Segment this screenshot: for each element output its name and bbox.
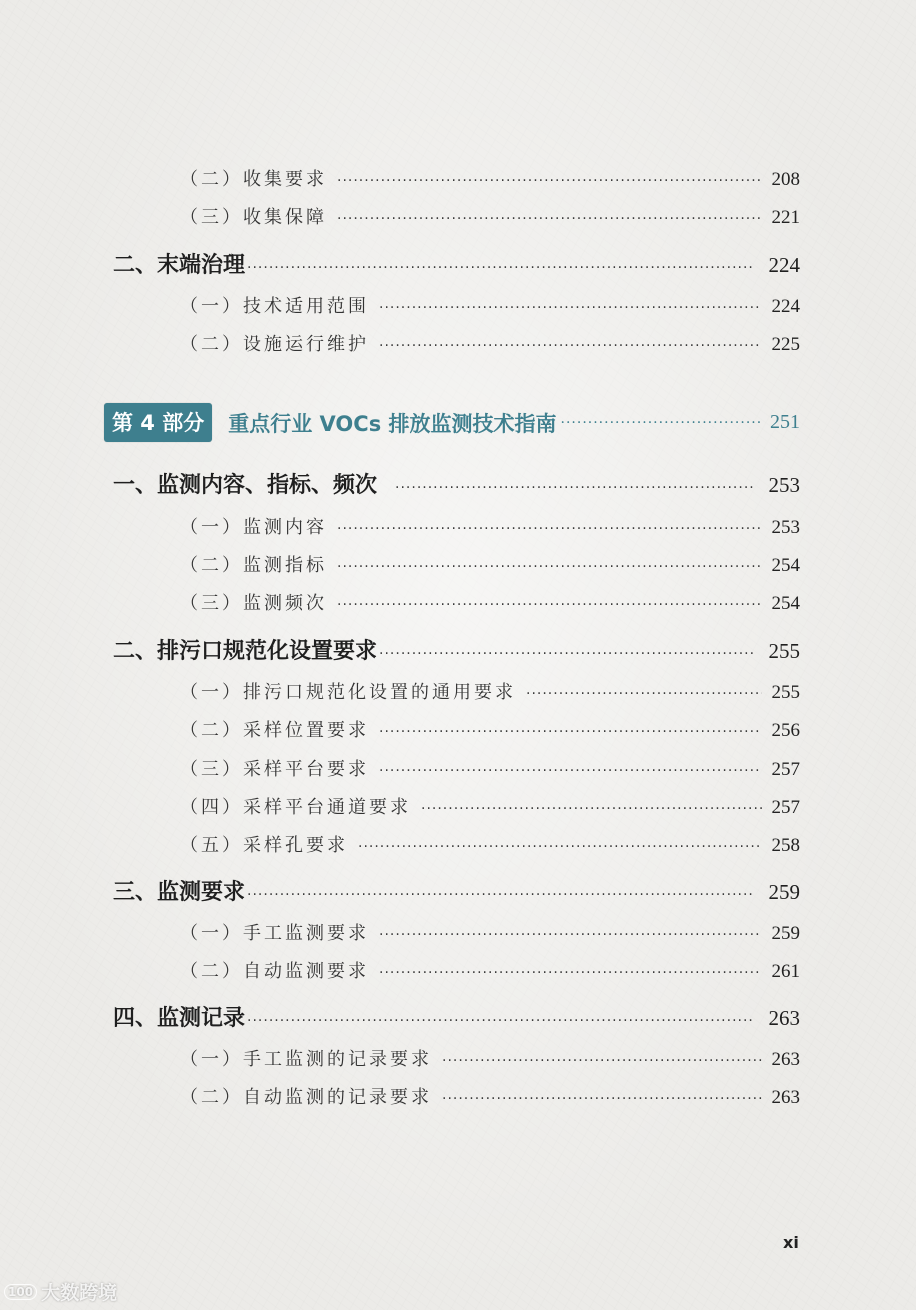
part-title: 重点行业 VOCs 排放监测技术指南 [228,411,557,436]
toc-entry-label: （二）自动监测的记录要求 [180,1087,432,1108]
page-number: xi [783,1233,799,1252]
toc-entry-label: （一）手工监测要求 [180,923,369,944]
dot-leader [442,1091,762,1107]
toc-entry-page: 258 [771,835,800,856]
toc-entry-page: 263 [771,1049,800,1070]
dot-leader [247,887,754,903]
toc-entry-page: 253 [771,517,800,538]
dot-leader [337,521,762,537]
toc-entry-page: 221 [771,207,800,228]
dot-leader [421,801,762,817]
dot-leader [379,763,762,779]
dot-leader [561,415,760,431]
part-badge: 第 4 部分 [104,403,212,442]
toc-entry[interactable] [180,1045,800,1071]
toc-entry[interactable] [180,1083,800,1109]
dot-leader [379,646,754,662]
dot-leader [247,260,754,276]
toc-entry-page: 259 [771,923,800,944]
toc-entry-label: （五）采样孔要求 [180,835,348,856]
toc-section-label: 一、监测内容、指标、频次 [113,473,378,498]
toc-entry[interactable] [180,551,800,577]
toc-entry-label: （三）收集保障 [180,207,327,228]
dot-leader [337,559,762,575]
dot-leader [337,211,762,227]
toc-entry-page: 257 [771,759,800,780]
toc-entry-page: 257 [771,797,800,818]
toc-entry-page: 225 [771,334,800,355]
watermark [4,1278,117,1305]
toc-entry-label: （二）监测指标 [180,555,327,576]
dot-leader [247,1013,754,1029]
dot-leader [379,927,762,943]
toc-section[interactable] [113,1001,800,1032]
toc-entry-page: 256 [771,720,800,741]
toc-entry-page: 224 [771,296,800,317]
dot-leader [442,1053,762,1069]
watermark-text: 大数跨境 [41,1282,118,1304]
toc-section-page: 224 [768,253,800,277]
dot-leader [379,300,762,316]
toc-section-page: 253 [768,473,800,497]
toc-section[interactable] [113,875,800,906]
toc-entry[interactable] [180,330,800,356]
toc-entry[interactable] [180,203,800,229]
dot-leader [379,965,762,981]
dot-leader [358,839,762,855]
toc-entry-page: 261 [771,961,800,982]
toc-entry-label: （一）排污口规范化设置的通用要求 [180,682,516,703]
toc-entry-label: （一）技术适用范围 [180,296,369,317]
dot-leader [379,724,762,740]
toc-entry-page: 263 [771,1087,800,1108]
toc-entry[interactable] [180,957,800,983]
dot-leader [379,338,762,354]
toc-section-label: 四、监测记录 [113,1006,246,1031]
toc-entry-label: （四）采样平台通道要求 [180,797,411,818]
dot-leader [337,597,762,613]
toc-entry-page: 254 [771,593,800,614]
toc-entry[interactable] [180,755,800,781]
toc-entry[interactable] [180,919,800,945]
toc-entry[interactable] [180,165,800,191]
toc-section-page: 259 [768,880,800,904]
toc-section[interactable] [113,468,800,499]
part-page: 251 [770,411,800,433]
toc-entry[interactable] [180,831,800,857]
dot-leader [337,173,762,189]
dot-leader [526,686,762,702]
toc-section-page: 255 [768,639,800,663]
toc-entry[interactable] [180,678,800,704]
toc-section[interactable] [113,248,800,279]
toc-entry-page: 208 [771,169,800,190]
toc-section-page: 263 [768,1006,800,1030]
dot-leader [395,480,754,496]
watermark-logo: 100 [4,1284,37,1300]
toc-entry[interactable] [180,793,800,819]
toc-entry[interactable] [180,513,800,539]
toc-entry-page: 254 [771,555,800,576]
toc-entry[interactable] [180,589,800,615]
toc-section-label: 三、监测要求 [113,880,246,905]
toc-entry-page: 255 [771,682,800,703]
toc-entry-label: （二）自动监测要求 [180,961,369,982]
toc-entry-label: （二）设施运行维护 [180,334,369,355]
toc-section-label: 二、排污口规范化设置要求 [113,639,378,664]
toc-entry-label: （二）收集要求 [180,169,327,190]
toc-entry[interactable] [180,292,800,318]
toc-entry-label: （一）监测内容 [180,517,327,538]
toc-entry-label: （三）采样平台要求 [180,759,369,780]
toc-part-heading[interactable] [104,403,800,442]
toc-section[interactable] [113,634,800,665]
toc-entry-label: （二）采样位置要求 [180,720,369,741]
toc-entry-label: （一）手工监测的记录要求 [180,1049,432,1070]
toc-entry-label: （三）监测频次 [180,593,327,614]
toc-entry[interactable] [180,716,800,742]
toc-section-label: 二、末端治理 [113,253,246,278]
